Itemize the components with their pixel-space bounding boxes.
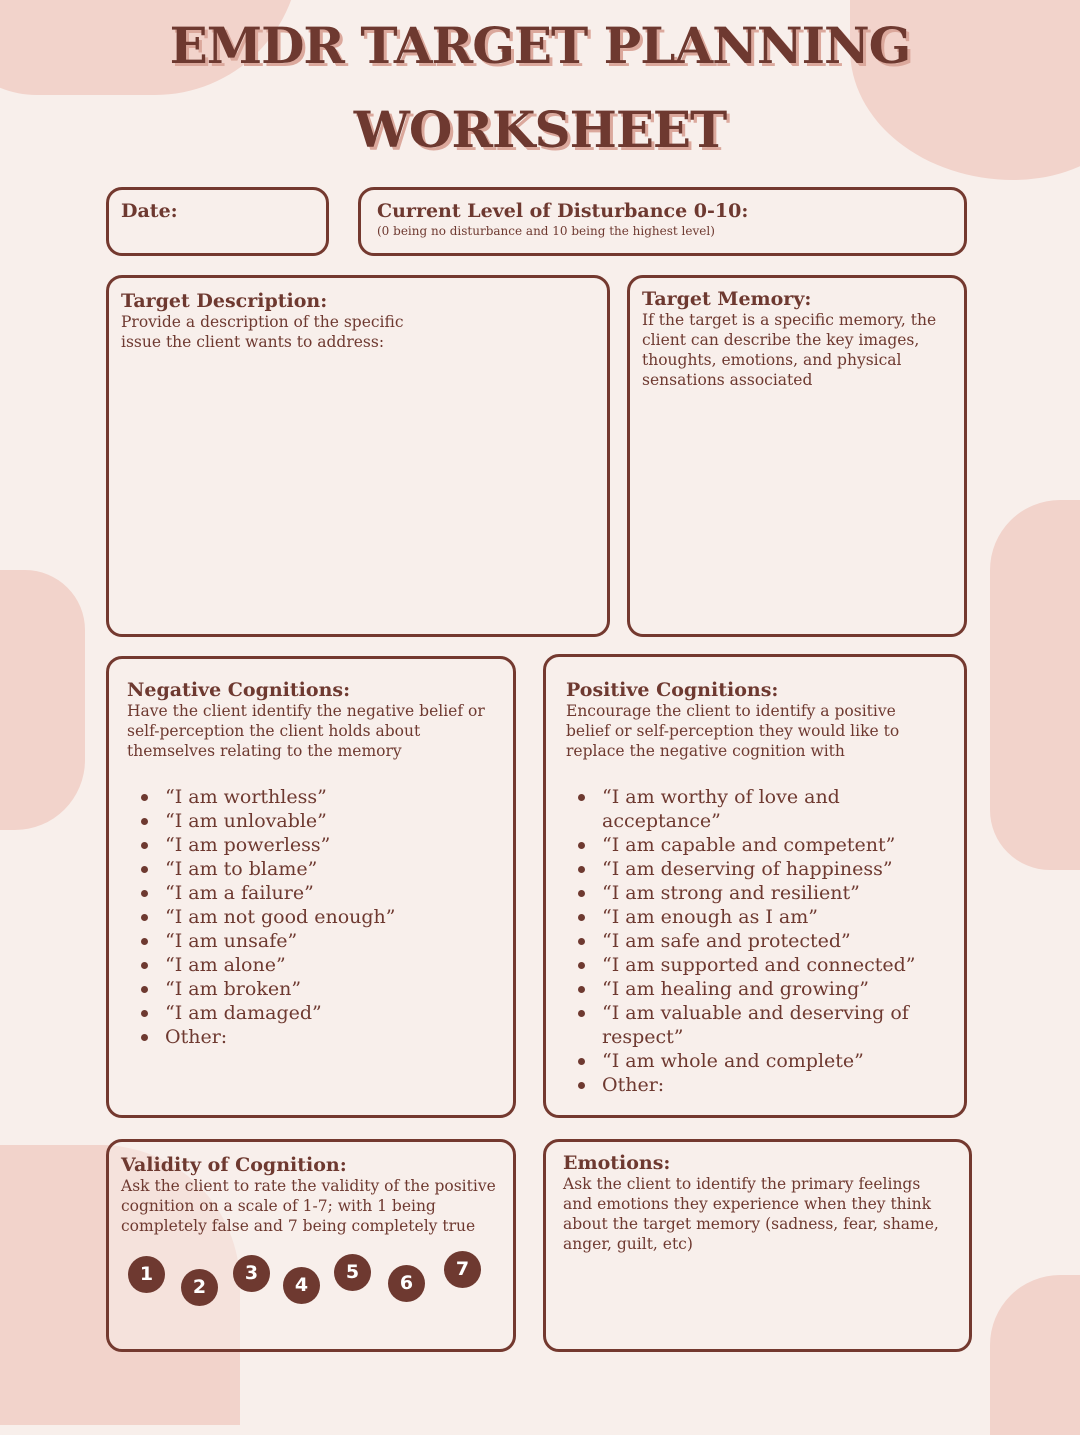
- negative-cognition-item: “I am worthless”: [165, 785, 396, 809]
- rating-circle-4[interactable]: 4: [283, 1267, 320, 1304]
- positive-cognition-item: “I am deserving of happiness”: [602, 857, 916, 881]
- rating-circle-5[interactable]: 5: [334, 1254, 371, 1291]
- positive-cognitions-text: replace the negative cognition with: [566, 742, 845, 760]
- positive-cognition-item: “I am valuable and deserving of respect”: [602, 1001, 916, 1049]
- positive-cognitions-text: belief or self-perception they would like to: [566, 722, 900, 740]
- decorative-blob-right: [990, 500, 1080, 870]
- negative-cognition-item: “I am unsafe”: [165, 929, 396, 953]
- positive-cognitions-list: [546, 785, 916, 1097]
- positive-cognitions-box: [543, 654, 967, 1118]
- disturbance-box[interactable]: [358, 187, 967, 256]
- negative-cognitions-text: self-perception the client holds about: [127, 722, 421, 740]
- validity-box: [106, 1139, 516, 1352]
- page-title-line-2: WORKSHEET: [353, 100, 727, 159]
- date-label: Date:: [121, 200, 178, 222]
- emotions-heading: Emotions:: [563, 1152, 671, 1174]
- page-title-line-1: EMDR TARGET PLANNING: [169, 16, 911, 75]
- rating-circle-6[interactable]: 6: [388, 1265, 425, 1302]
- positive-cognition-item: “I am whole and complete”: [602, 1049, 916, 1073]
- target-description-text-1: Provide a description of the specific: [121, 313, 404, 331]
- rating-circle-7[interactable]: 7: [444, 1251, 481, 1288]
- rating-circle-2[interactable]: 2: [181, 1269, 218, 1306]
- positive-cognition-item: “I am worthy of love and acceptance”: [602, 785, 916, 833]
- negative-cognition-item: “I am damaged”: [165, 1001, 396, 1025]
- target-memory-text: client can describe the key images,: [642, 331, 920, 349]
- emotions-text: Ask the client to identify the primary feelings: [563, 1175, 921, 1193]
- emotions-box[interactable]: [543, 1139, 972, 1352]
- negative-cognition-item: “I am alone”: [165, 953, 396, 977]
- decorative-blob-left: [0, 570, 85, 830]
- rating-circle-1[interactable]: 1: [128, 1256, 165, 1293]
- target-memory-heading: Target Memory:: [642, 288, 812, 310]
- decorative-blob-bottom-right: [990, 1275, 1080, 1435]
- positive-cognition-item: “I am safe and protected”: [602, 929, 916, 953]
- negative-cognitions-heading: Negative Cognitions:: [127, 679, 351, 701]
- positive-cognition-item: “I am healing and growing”: [602, 977, 916, 1001]
- date-box[interactable]: [106, 187, 329, 256]
- validity-heading: Validity of Cognition:: [121, 1154, 347, 1176]
- emotions-text: anger, guilt, etc): [563, 1235, 693, 1253]
- positive-cognition-other[interactable]: Other:: [602, 1073, 916, 1097]
- rating-circle-3[interactable]: 3: [233, 1255, 270, 1292]
- positive-cognition-item: “I am supported and connected”: [602, 954, 916, 976]
- emotions-text: and emotions they experience when they think: [563, 1195, 931, 1213]
- emotions-text: about the target memory (sadness, fear, shame,: [563, 1215, 939, 1233]
- target-memory-box[interactable]: [627, 275, 967, 637]
- target-description-text-2: issue the client wants to address:: [121, 333, 385, 351]
- negative-cognitions-list: [109, 785, 396, 1049]
- validity-text: completely false and 7 being completely true: [121, 1217, 476, 1235]
- negative-cognition-item: “I am not good enough”: [165, 906, 396, 928]
- negative-cognitions-box: [106, 656, 516, 1118]
- negative-cognition-item: “I am broken”: [165, 977, 396, 1001]
- target-description-heading: Target Description:: [121, 290, 328, 312]
- negative-cognitions-text: themselves relating to the memory: [127, 742, 402, 760]
- positive-cognitions-heading: Positive Cognitions:: [566, 679, 779, 701]
- positive-cognition-item: “I am enough as I am”: [602, 905, 916, 929]
- target-memory-text: thoughts, emotions, and physical: [642, 351, 902, 369]
- negative-cognition-other[interactable]: Other:: [165, 1025, 396, 1049]
- positive-cognitions-text: Encourage the client to identify a positive: [566, 702, 896, 720]
- target-description-box[interactable]: [106, 275, 610, 637]
- disturbance-label: Current Level of Disturbance 0-10:: [377, 200, 749, 222]
- disturbance-note: (0 being no disturbance and 10 being the highest level): [377, 224, 715, 238]
- negative-cognition-item: “I am to blame”: [165, 857, 396, 881]
- validity-text: Ask the client to rate the validity of the positive: [121, 1177, 496, 1195]
- target-memory-text: If the target is a specific memory, the: [642, 311, 937, 329]
- positive-cognition-item: “I am strong and resilient”: [602, 881, 916, 905]
- positive-cognition-item: “I am capable and competent”: [602, 833, 916, 857]
- negative-cognition-item: “I am powerless”: [165, 833, 396, 857]
- target-memory-text: sensations associated: [642, 371, 813, 389]
- negative-cognitions-text: Have the client identify the negative belief or: [127, 702, 485, 720]
- validity-text: cognition on a scale of 1-7; with 1 being: [121, 1197, 436, 1215]
- negative-cognition-item: “I am a failure”: [165, 881, 396, 905]
- negative-cognition-item: “I am unlovable”: [165, 809, 396, 833]
